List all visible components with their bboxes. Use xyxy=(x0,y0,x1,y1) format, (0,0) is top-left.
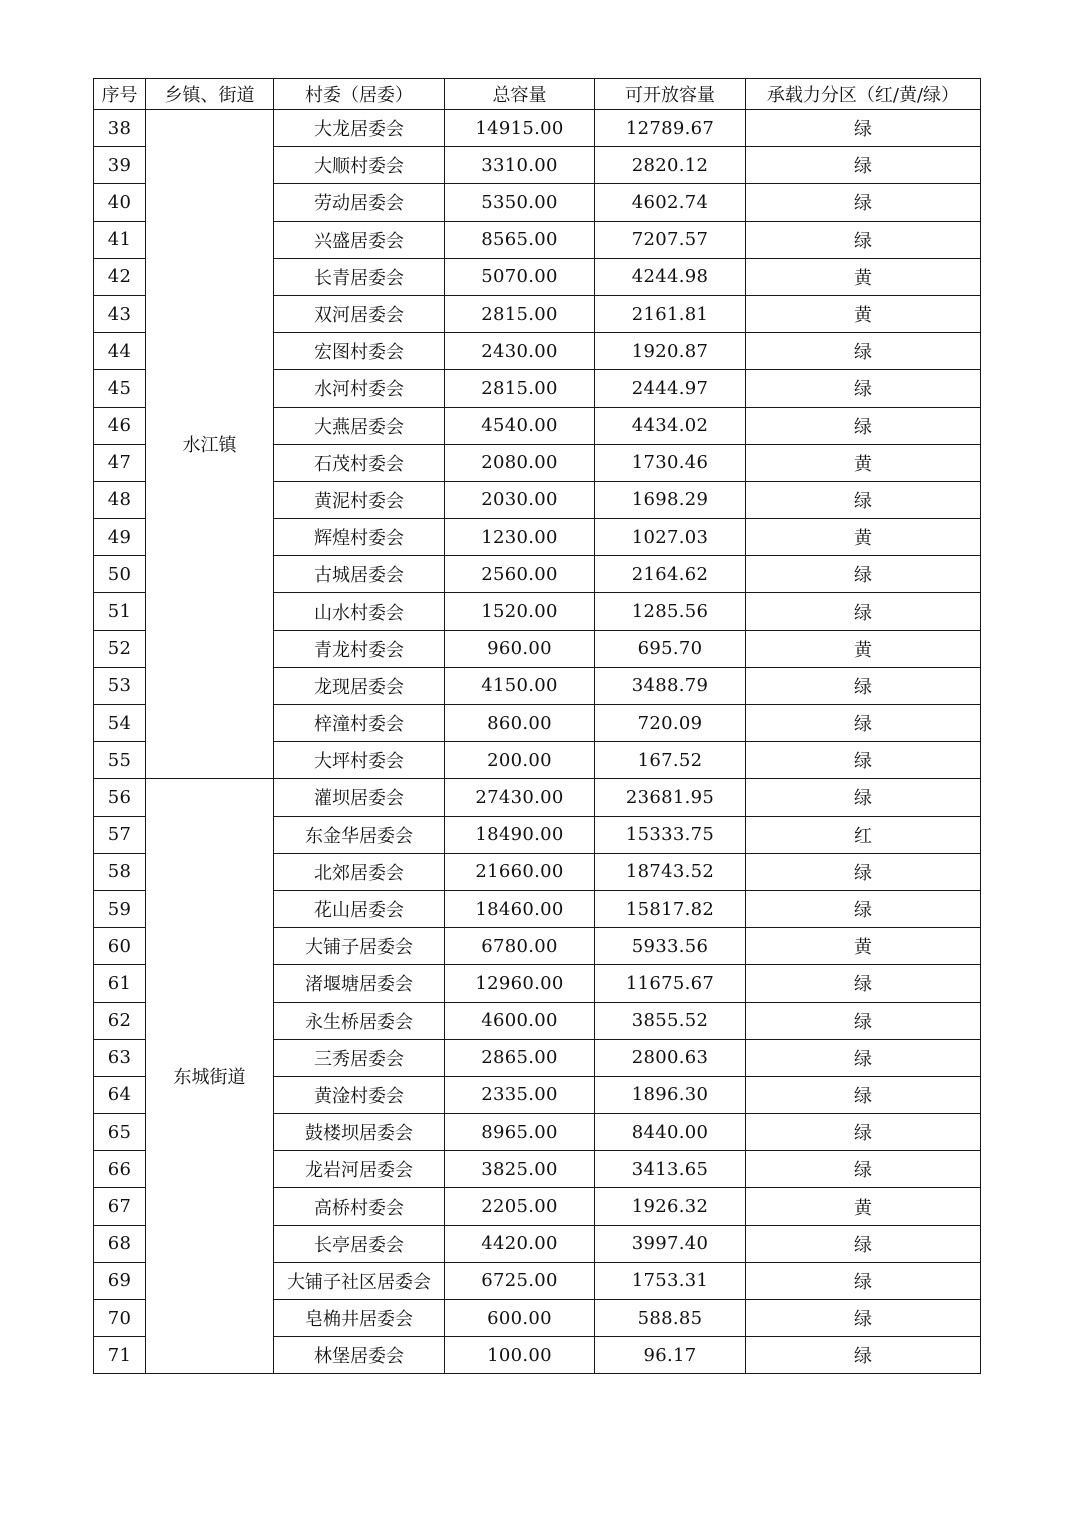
zone-value: 绿 xyxy=(746,1337,981,1374)
total-capacity: 4600.00 xyxy=(445,1002,595,1039)
open-capacity: 15333.75 xyxy=(595,816,746,853)
row-index: 45 xyxy=(94,370,146,407)
total-capacity: 6725.00 xyxy=(445,1262,595,1299)
zone-value: 绿 xyxy=(746,705,981,742)
total-capacity: 2335.00 xyxy=(445,1076,595,1113)
total-capacity: 5350.00 xyxy=(445,184,595,221)
row-index: 65 xyxy=(94,1114,146,1151)
header-town: 乡镇、街道 xyxy=(146,79,274,110)
carrying-capacity-table xyxy=(93,78,981,1374)
header-index: 序号 xyxy=(94,79,146,110)
open-capacity: 4434.02 xyxy=(595,407,746,444)
village-name: 大坪村委会 xyxy=(274,742,445,779)
open-capacity: 167.52 xyxy=(595,742,746,779)
open-capacity: 4244.98 xyxy=(595,258,746,295)
row-index: 69 xyxy=(94,1262,146,1299)
row-index: 57 xyxy=(94,816,146,853)
row-index: 46 xyxy=(94,407,146,444)
open-capacity: 3413.65 xyxy=(595,1151,746,1188)
town-name: 水江镇 xyxy=(146,110,274,779)
open-capacity: 3997.40 xyxy=(595,1225,746,1262)
row-index: 39 xyxy=(94,147,146,184)
open-capacity: 1896.30 xyxy=(595,1076,746,1113)
row-index: 68 xyxy=(94,1225,146,1262)
total-capacity: 21660.00 xyxy=(445,853,595,890)
zone-value: 绿 xyxy=(746,1262,981,1299)
village-name: 黄淦村委会 xyxy=(274,1076,445,1113)
row-index: 41 xyxy=(94,221,146,258)
total-capacity: 4540.00 xyxy=(445,407,595,444)
header-total-capacity: 总容量 xyxy=(445,79,595,110)
row-index: 64 xyxy=(94,1076,146,1113)
village-name: 古城居委会 xyxy=(274,556,445,593)
zone-value: 绿 xyxy=(746,110,981,147)
row-index: 49 xyxy=(94,519,146,556)
row-index: 58 xyxy=(94,853,146,890)
table-row xyxy=(94,110,981,147)
open-capacity: 2161.81 xyxy=(595,295,746,332)
row-index: 60 xyxy=(94,928,146,965)
header-open-capacity: 可开放容量 xyxy=(595,79,746,110)
row-index: 53 xyxy=(94,667,146,704)
row-index: 66 xyxy=(94,1151,146,1188)
header-village: 村委（居委） xyxy=(274,79,445,110)
row-index: 59 xyxy=(94,890,146,927)
village-name: 龙岩河居委会 xyxy=(274,1151,445,1188)
open-capacity: 1698.29 xyxy=(595,481,746,518)
total-capacity: 12960.00 xyxy=(445,965,595,1002)
row-index: 62 xyxy=(94,1002,146,1039)
zone-value: 黄 xyxy=(746,630,981,667)
village-name: 大龙居委会 xyxy=(274,110,445,147)
open-capacity: 1730.46 xyxy=(595,444,746,481)
open-capacity: 23681.95 xyxy=(595,779,746,816)
zone-value: 绿 xyxy=(746,1225,981,1262)
row-index: 63 xyxy=(94,1039,146,1076)
zone-value: 绿 xyxy=(746,221,981,258)
zone-value: 红 xyxy=(746,816,981,853)
row-index: 70 xyxy=(94,1300,146,1337)
open-capacity: 3855.52 xyxy=(595,1002,746,1039)
total-capacity: 18490.00 xyxy=(445,816,595,853)
village-name: 石茂村委会 xyxy=(274,444,445,481)
open-capacity: 695.70 xyxy=(595,630,746,667)
open-capacity: 96.17 xyxy=(595,1337,746,1374)
village-name: 三秀居委会 xyxy=(274,1039,445,1076)
row-index: 51 xyxy=(94,593,146,630)
row-index: 67 xyxy=(94,1188,146,1225)
row-index: 55 xyxy=(94,742,146,779)
row-index: 54 xyxy=(94,705,146,742)
zone-value: 绿 xyxy=(746,1076,981,1113)
open-capacity: 8440.00 xyxy=(595,1114,746,1151)
village-name: 花山居委会 xyxy=(274,890,445,927)
open-capacity: 11675.67 xyxy=(595,965,746,1002)
total-capacity: 1230.00 xyxy=(445,519,595,556)
village-name: 大铺子社区居委会 xyxy=(274,1262,445,1299)
village-name: 永生桥居委会 xyxy=(274,1002,445,1039)
open-capacity: 2444.97 xyxy=(595,370,746,407)
row-index: 42 xyxy=(94,258,146,295)
total-capacity: 2080.00 xyxy=(445,444,595,481)
total-capacity: 3825.00 xyxy=(445,1151,595,1188)
village-name: 渚堰塘居委会 xyxy=(274,965,445,1002)
zone-value: 绿 xyxy=(746,556,981,593)
total-capacity: 100.00 xyxy=(445,1337,595,1374)
total-capacity: 2865.00 xyxy=(445,1039,595,1076)
open-capacity: 7207.57 xyxy=(595,221,746,258)
open-capacity: 4602.74 xyxy=(595,184,746,221)
open-capacity: 1926.32 xyxy=(595,1188,746,1225)
total-capacity: 5070.00 xyxy=(445,258,595,295)
zone-value: 绿 xyxy=(746,593,981,630)
village-name: 长亭居委会 xyxy=(274,1225,445,1262)
total-capacity: 600.00 xyxy=(445,1300,595,1337)
zone-value: 绿 xyxy=(746,333,981,370)
total-capacity: 1520.00 xyxy=(445,593,595,630)
total-capacity: 2030.00 xyxy=(445,481,595,518)
open-capacity: 3488.79 xyxy=(595,667,746,704)
row-index: 48 xyxy=(94,481,146,518)
total-capacity: 2815.00 xyxy=(445,295,595,332)
zone-value: 黄 xyxy=(746,1188,981,1225)
zone-value: 绿 xyxy=(746,1039,981,1076)
zone-value: 绿 xyxy=(746,184,981,221)
row-index: 71 xyxy=(94,1337,146,1374)
open-capacity: 12789.67 xyxy=(595,110,746,147)
village-name: 兴盛居委会 xyxy=(274,221,445,258)
open-capacity: 1285.56 xyxy=(595,593,746,630)
zone-value: 绿 xyxy=(746,370,981,407)
open-capacity: 2800.63 xyxy=(595,1039,746,1076)
village-name: 水河村委会 xyxy=(274,370,445,407)
row-index: 47 xyxy=(94,444,146,481)
village-name: 北郊居委会 xyxy=(274,853,445,890)
zone-value: 黄 xyxy=(746,519,981,556)
row-index: 44 xyxy=(94,333,146,370)
village-name: 黄泥村委会 xyxy=(274,481,445,518)
zone-value: 黄 xyxy=(746,928,981,965)
zone-value: 绿 xyxy=(746,667,981,704)
open-capacity: 2164.62 xyxy=(595,556,746,593)
total-capacity: 2560.00 xyxy=(445,556,595,593)
table-header xyxy=(94,79,981,110)
row-index: 50 xyxy=(94,556,146,593)
zone-value: 绿 xyxy=(746,407,981,444)
row-index: 38 xyxy=(94,110,146,147)
total-capacity: 8965.00 xyxy=(445,1114,595,1151)
zone-value: 黄 xyxy=(746,295,981,332)
zone-value: 绿 xyxy=(746,481,981,518)
open-capacity: 1027.03 xyxy=(595,519,746,556)
open-capacity: 15817.82 xyxy=(595,890,746,927)
village-name: 长青居委会 xyxy=(274,258,445,295)
zone-value: 绿 xyxy=(746,965,981,1002)
total-capacity: 14915.00 xyxy=(445,110,595,147)
open-capacity: 5933.56 xyxy=(595,928,746,965)
total-capacity: 8565.00 xyxy=(445,221,595,258)
total-capacity: 2205.00 xyxy=(445,1188,595,1225)
header-row xyxy=(94,79,981,110)
row-index: 52 xyxy=(94,630,146,667)
village-name: 林堡居委会 xyxy=(274,1337,445,1374)
open-capacity: 1753.31 xyxy=(595,1262,746,1299)
zone-value: 绿 xyxy=(746,1300,981,1337)
row-index: 40 xyxy=(94,184,146,221)
total-capacity: 4420.00 xyxy=(445,1225,595,1262)
village-name: 梓潼村委会 xyxy=(274,705,445,742)
open-capacity: 1920.87 xyxy=(595,333,746,370)
village-name: 劳动居委会 xyxy=(274,184,445,221)
open-capacity: 720.09 xyxy=(595,705,746,742)
total-capacity: 18460.00 xyxy=(445,890,595,927)
zone-value: 绿 xyxy=(746,853,981,890)
village-name: 灌坝居委会 xyxy=(274,779,445,816)
open-capacity: 2820.12 xyxy=(595,147,746,184)
village-name: 皂桷井居委会 xyxy=(274,1300,445,1337)
village-name: 大顺村委会 xyxy=(274,147,445,184)
total-capacity: 4150.00 xyxy=(445,667,595,704)
zone-value: 黄 xyxy=(746,444,981,481)
village-name: 辉煌村委会 xyxy=(274,519,445,556)
row-index: 43 xyxy=(94,295,146,332)
village-name: 大铺子居委会 xyxy=(274,928,445,965)
open-capacity: 18743.52 xyxy=(595,853,746,890)
town-name: 东城街道 xyxy=(146,779,274,1374)
village-name: 双河居委会 xyxy=(274,295,445,332)
zone-value: 绿 xyxy=(746,147,981,184)
zone-value: 黄 xyxy=(746,258,981,295)
village-name: 高桥村委会 xyxy=(274,1188,445,1225)
table-body xyxy=(94,110,981,1374)
zone-value: 绿 xyxy=(746,779,981,816)
zone-value: 绿 xyxy=(746,1002,981,1039)
row-index: 56 xyxy=(94,779,146,816)
total-capacity: 27430.00 xyxy=(445,779,595,816)
village-name: 龙现居委会 xyxy=(274,667,445,704)
village-name: 东金华居委会 xyxy=(274,816,445,853)
total-capacity: 200.00 xyxy=(445,742,595,779)
village-name: 鼓楼坝居委会 xyxy=(274,1114,445,1151)
total-capacity: 2815.00 xyxy=(445,370,595,407)
zone-value: 绿 xyxy=(746,742,981,779)
total-capacity: 2430.00 xyxy=(445,333,595,370)
zone-value: 绿 xyxy=(746,1151,981,1188)
village-name: 青龙村委会 xyxy=(274,630,445,667)
open-capacity: 588.85 xyxy=(595,1300,746,1337)
zone-value: 绿 xyxy=(746,1114,981,1151)
village-name: 山水村委会 xyxy=(274,593,445,630)
table-row xyxy=(94,779,981,816)
header-zone: 承载力分区（红/黄/绿） xyxy=(746,79,981,110)
total-capacity: 6780.00 xyxy=(445,928,595,965)
total-capacity: 960.00 xyxy=(445,630,595,667)
row-index: 61 xyxy=(94,965,146,1002)
zone-value: 绿 xyxy=(746,890,981,927)
village-name: 宏图村委会 xyxy=(274,333,445,370)
village-name: 大燕居委会 xyxy=(274,407,445,444)
total-capacity: 860.00 xyxy=(445,705,595,742)
total-capacity: 3310.00 xyxy=(445,147,595,184)
